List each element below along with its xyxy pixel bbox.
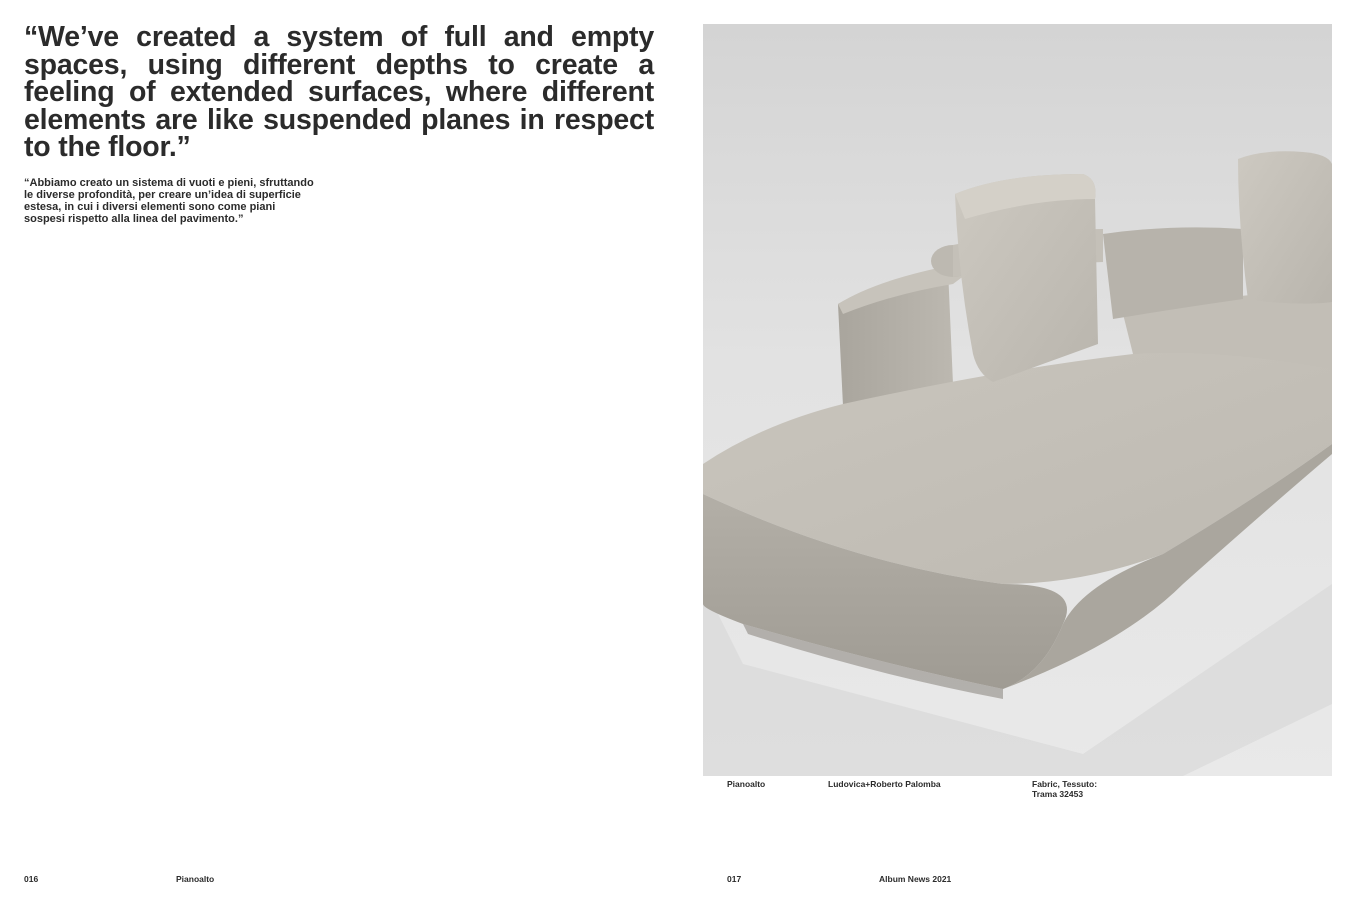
sofa-photo (703, 24, 1332, 776)
caption-material-line1: Fabric, Tessuto: (1032, 779, 1098, 789)
caption-designers: Ludovica+Roberto Palomba (828, 779, 941, 789)
quote-english: “We’ve created a system of full and empty spaces, using different depths to create a feeling of extended surfaces, where different elements are like suspended planes in respect to the floor.” (24, 21, 654, 163)
caption-material (1032, 780, 1097, 799)
footer-publication-title: Album News 2021 (879, 874, 952, 884)
footer-section-title: Pianoalto (176, 874, 215, 884)
page-number-left: 016 (24, 874, 39, 884)
quote-italian: “Abbiamo creato un sistema di vuoti e pieni, sfruttando le diverse profondità, per creare un’idea di superficie estesa, in cui i diversi elementi sono come piani sospesi rispetto alla linea del pavimento.” (24, 177, 314, 225)
page-number-right: 017 (727, 874, 742, 884)
caption-material-line2: Trama 32453 (1032, 788, 1084, 799)
caption-product: Pianoalto (727, 779, 766, 789)
